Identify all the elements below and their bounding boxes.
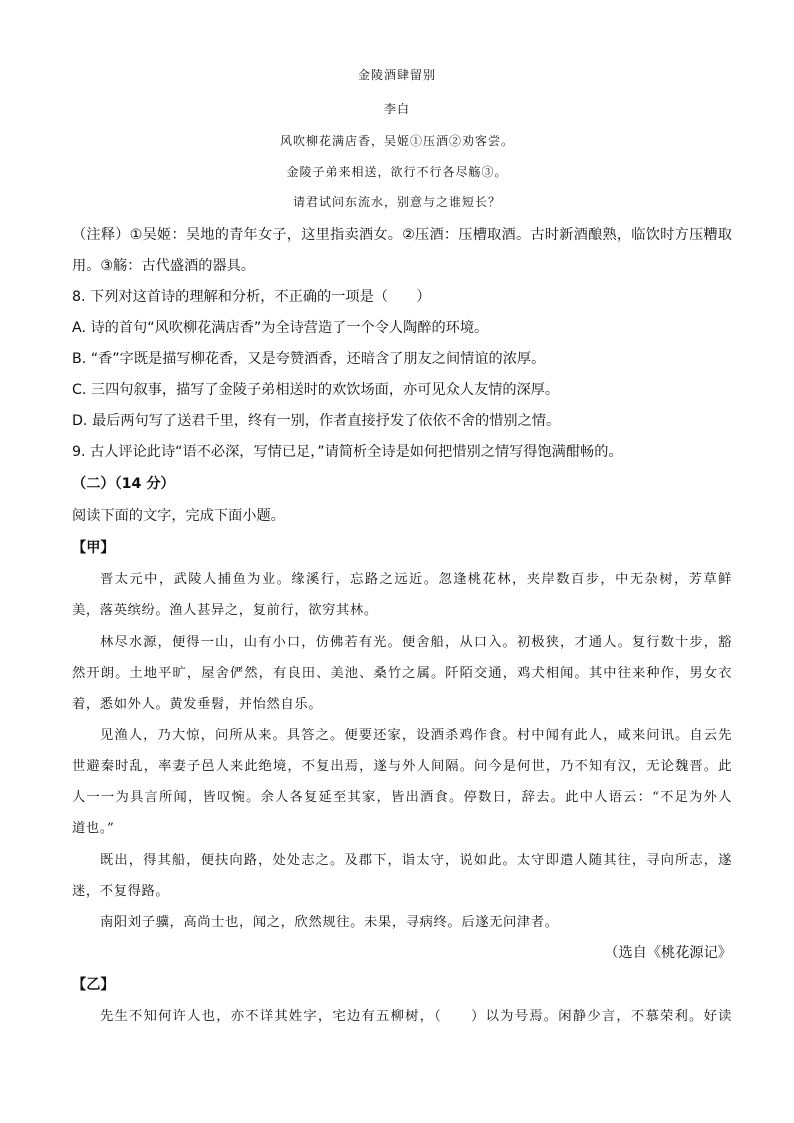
question-8-option-b: B. “香”字既是描写柳花香，又是夸赞酒香，还暗含了朋友之间情谊的浓厚。: [72, 351, 546, 367]
passage-line: 南阳刘子骥，高尚士也，闻之，欣然规往。未果，寻病终。后遂无问津者。: [100, 915, 559, 930]
poem-line: 金陵子弟来相送，欲行不行各尽觞③。: [286, 165, 508, 179]
question-8-option-c: C. 三四句叙事，描写了金陵子弟相送时的欢饮场面，亦可见众人友情的深厚。: [72, 382, 560, 398]
passage-line: 人一一为具言所闻，皆叹惋。余人各复延至其家，皆出酒食。停数日，辞去。此中人语云：“不足为外人: [72, 790, 732, 805]
poem-line: 请君试问东流水，别意与之谁短长？: [292, 195, 501, 209]
question-8-option-d: D. 最后两句写了送君千里，终有一别，作者直接抒发了依依不舍的惜别之情。: [72, 413, 561, 429]
section-instruction: 阅读下面的文字，完成下面小题。: [72, 508, 285, 524]
passage-line: 见渔人，乃大惊，问所从来。具答之。便要还家，设酒杀鸡作食。村中闻有此人，咸来问讯。自云先: [100, 728, 732, 743]
annotation-line: （注释）①吴姬：吴地的青年女子，这里指卖酒女。②压酒：压槽取酒。古时新酒酿熟，临饮时方压糟取: [72, 227, 732, 243]
passage-line: 先生不知何许人也，亦不详其姓字，宅边有五柳树，（ ）以为号焉。闲静少言，不慕荣利。好读: [100, 1009, 732, 1024]
poem-line: 风吹柳花满店香，吴姬①压酒②劝客尝。: [279, 134, 514, 148]
passage-line: 晋太元中，武陵人捕鱼为业。缘溪行，忘路之远近。忽逢桃花林，夹岸数百步，中无杂树，芳草鲜: [100, 572, 732, 587]
passage-line: 既出，得其船，便扶向路，处处志之。及郡下，诣太守，说如此。太守即遣人随其往，寻向所志，遂: [100, 853, 732, 868]
passage-jia-label: 【甲】: [72, 540, 115, 556]
passage-line: 然开朗。土地平旷，屋舍俨然，有良田、美池、桑竹之属。阡陌交通，鸡犬相闻。其中往来种作，男女衣: [72, 666, 732, 681]
passage-line: 着，悉如外人。黄发垂髫，并怡然自乐。: [72, 697, 323, 712]
passage-source: （选自《桃花源记》: [604, 945, 732, 961]
question-9: 9. 古人评论此诗“语不必深，写情已足，”请简析全诗是如何把惜别之情写得饱满酣畅的。: [72, 444, 623, 460]
question-8-option-a: A. 诗的首句“风吹柳花满店香”为全诗营造了一个令人陶醉的环境。: [72, 320, 489, 336]
annotation-line: 用。③觞：古代盛酒的器具。: [72, 258, 255, 274]
passage-line: 迷，不复得路。: [72, 884, 170, 899]
passage-line: 道也。”: [72, 821, 115, 836]
poem-title: 金陵酒肆留别: [357, 68, 436, 82]
passage-line: 世避秦时乱，率妻子邑人来此绝境，不复出焉，遂与外人间隔。问今是何世，乃不知有汉，无论魏晋。此: [72, 759, 732, 774]
passage-yi-label: 【乙】: [72, 977, 115, 993]
section-heading: （二）（14 分）: [72, 476, 175, 492]
passage-line: 林尽水源，便得一山，山有小口，仿佛若有光。便舍船，从口入。初极狭，才通人。复行数十步，豁: [100, 635, 732, 650]
question-8-stem: 8. 下列对这首诗的理解和分析，不正确的一项是（ ）: [72, 289, 431, 305]
passage-line: 美，落英缤纷。渔人甚异之，复前行，欲穷其林。: [72, 603, 378, 618]
poem-author: 李白: [383, 102, 410, 116]
